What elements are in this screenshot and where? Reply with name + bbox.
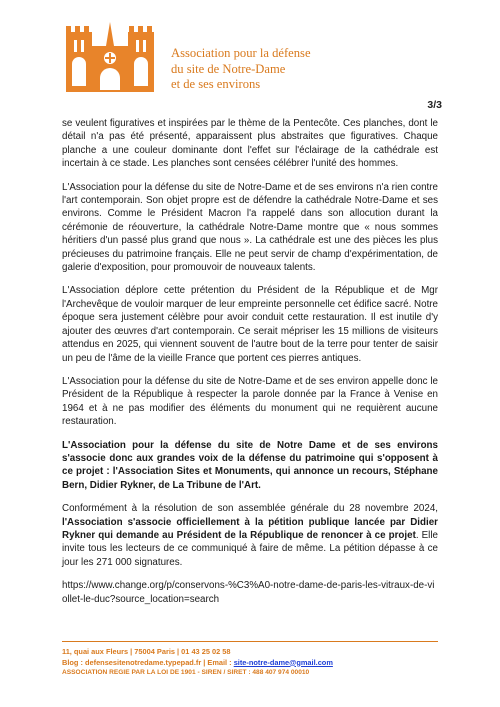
footer-email-link[interactable]: site-notre-dame@gmail.com [233,657,333,667]
footer-legal: ASSOCIATION REGIE PAR LA LOI DE 1901 - SIREN / SIRET : 488 407 974 00010 [62,669,310,677]
org-name-line-2: du site de Notre-Dame [171,61,286,76]
footer-contact [62,658,462,669]
page-number: 3/3 [427,99,442,111]
cathedral-logo-icon [62,20,158,94]
footer [62,647,462,679]
paragraph-1: se veulent figuratives et inspirées par le thème de la Pentecôte. Ces planches, dont le détail n'a pas été présenté, apparaissent plus abstraites que figuratives. Chaque planche a une couleur dominante dont l'effet sur l'éclairage de la cathédrale est incertain à ce stade. Les planches sont censées célébrer l'unité des hommes. [62,118,438,170]
paragraph-6 [62,502,438,569]
letter-body [62,117,438,616]
org-name-line-3: et de ses environs [171,77,261,91]
paragraph-6-end: . Elle invite tous les lecteurs de ce communiqué à faire de même. La pétition dépasse à ce jour les 271 000 signatures. [62,529,438,568]
org-name-line-1: Association pour la défense [171,46,311,60]
paragraph-4: L'Association pour la défense du site de Notre-Dame et de ses environ appelle donc le Président de la République à respecter la parole donnée par la France à Venise en 1964 et à ne pas modifier des éléments du monument qui ne requièrent aucune restauration. [62,375,438,428]
paragraph-5-bold: L'Association pour la défense du site de Notre Dame et de ses environs s'associe donc aux grandes voix de la défense du patrimoine qui s'opposent à ce projet : l'Association Sites et Monuments, qui annonce un recours, Stéphane Bern, Didier Rykner, de La Tribune de l'Art. [62,439,438,491]
petition-link[interactable]: https://www.change.org/p/conservons-%C3%A0-notre-dame-de-paris-les-vitraux-de-viollet-le-duc?source_location=search [62,580,435,605]
organization-name [171,46,411,93]
paragraph-3: L'Association déplore cette prétention du Président de la République et de Mgr l'Archevêque de vouloir marquer de leur empreinte personnelle cet édifice sacré. Notre époque sera justement célèbre pour avoir conduit cette restauration. Il est inutile d'y ajouter des œuvres d'art contemporain. Ce serait mépriser les 15 millions de visiteurs attendus en 2025, qui viennent souvent de l'autre bout de la terre pour tenter de saisir un peu de l'âme de la vieille France que portent ces pierres antiques. [62,285,438,364]
footer-blog[interactable]: Blog : defensesitenotredame.typepad.fr | Email : [62,657,234,667]
paragraph-6-bold: l'Association s'associe officiellement à la pétition publique lancée par Didier Rykner qui demande au Président de la République de renoncer à ce projet [62,516,438,541]
footer-address: 11, quai aux Fleurs | 75004 Paris | 01 43 25 02 58 [62,647,231,656]
footer-divider [62,641,438,642]
paragraph-6-start: Conformément à la résolution de son assemblée générale du 28 novembre 2024, [62,503,438,515]
paragraph-2: L'Association pour la défense du site de Notre-Dame et de ses environs n'a rien contre l'art contemporain. Son objet propre est de défendre la cathédrale Notre-Dame et ses environs. Comme le Président Macron l'a rappelé dans son allocution durant la cérémonie de réouverture, la cathédrale Notre-Dame montre que « nous sommes héritiers d'un passé plus grand que nous ». La cathédrale est une des pièces les plus précieuses du patrimoine français. Elle ne peut servir de champ d'expérimentation, de galerie d'exposition, pour promouvoir de nouveaux talents. [62,181,438,274]
